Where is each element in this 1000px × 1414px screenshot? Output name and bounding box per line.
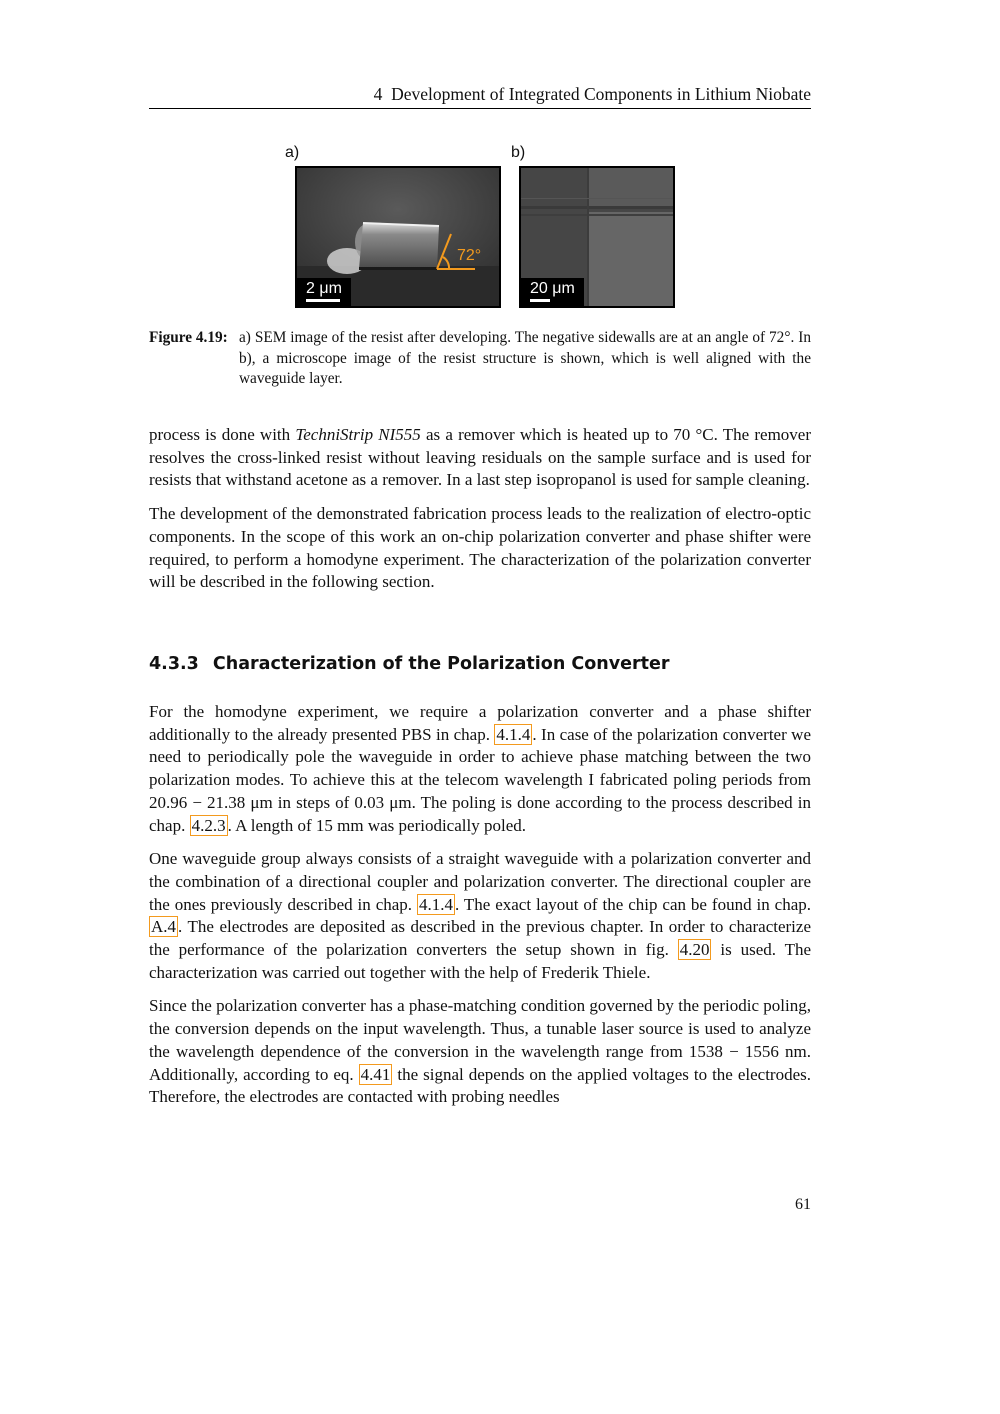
paragraph: Since the polarization converter has a phase-matching condition governed by the periodic poling, the conversion depends on the input wavelength. Thus, a tunable laser source is used to analyze the wavelength dependence of the conversion in the wavelength range from 1538 − 1556 nm. Additionally, according to eq. 4.41 the signal depends on the applied voltages to the electrodes. Therefore, the electrodes are contacted with probing needles (149, 996, 812, 1107)
section-heading (149, 654, 669, 674)
ref-chap-4-1-4[interactable]: 4.1.4 (496, 724, 531, 744)
microscope-image-panel (519, 166, 675, 308)
figure-caption-label: Figure 4.19: (149, 329, 228, 346)
ref-chap-a-4[interactable]: A.4 (151, 917, 177, 937)
scale-bar-a-label: 2 μm (306, 280, 342, 297)
section-number: 4.3.3 (149, 654, 199, 674)
page-number: 61 (795, 1196, 811, 1213)
panel-a-label: a) (285, 144, 300, 161)
body-lower (149, 701, 811, 1120)
paragraph: process is done with TechniStrip NI555 as a remover which is heated up to 70 °C. The remover resolves the cross-linked resist without leaving residuals on the sample surface and is used for resists that withstand acetone as a remover. In a last step isopropanol is used for sample cleaning. (149, 425, 811, 490)
paragraph: The development of the demonstrated fabrication process leads to the realization of electro-optic components. In the scope of this work an on-chip polarization converter and phase shifter were required, to perform a homodyne experiment. The characterization of the polarization converter will be described in the following section. (149, 504, 811, 592)
chapter-number: 4 (373, 84, 383, 104)
sem-image-panel (295, 166, 501, 308)
ref-eq-4-41[interactable]: 4.41 (360, 1064, 391, 1084)
section-title: Characterization of the Polarization Converter (212, 654, 670, 674)
scale-bar-b-label: 20 μm (530, 280, 575, 297)
scale-bar-b (521, 278, 584, 306)
panel-b-label: b) (511, 144, 526, 161)
ref-fig-4-20[interactable]: 4.20 (679, 940, 710, 960)
figure-caption-text: a) SEM image of the resist after developing. The negative sidewalls are at an angle of 72°. In b), a microscope image of the resist structure is shown, which is well aligned with the waveguide layer. (239, 329, 811, 387)
ref-chap-4-1-4[interactable]: 4.1.4 (418, 894, 453, 914)
body-upper (149, 424, 811, 605)
paragraph: For the homodyne experiment, we require a polarization converter and a phase shifter additionally to the already presented PBS in chap. 4.1.4 . In case of the polarization converter we need to periodically pole the waveguide in order to achieve phase matching between the two polarization modes. To achieve this at the telecom wavelength I fabricated poling periods from 20.96 − 21.38 μm in steps of 0.03 μm. The poling is done according to the process described in chap. 4.2.3 . A length of 15 mm was periodically poled. (149, 702, 811, 835)
scale-bar-a (297, 278, 351, 306)
product-name: TechniStrip NI555 (295, 425, 421, 444)
angle-label: 72° (457, 247, 482, 264)
figure-caption (149, 328, 811, 390)
running-header (149, 82, 811, 109)
chapter-title: Development of Integrated Components in Lithium Niobate (391, 84, 811, 104)
ref-chap-4-2-3[interactable]: 4.2.3 (191, 815, 226, 835)
paragraph: One waveguide group always consists of a straight waveguide with a polarization converter and the combination of a directional coupler and polarization converter. The directional coupler are the ones previously described in chap. 4.1.4 . The exact layout of the chip can be found in chap. A.4 . The electrodes are deposited as described in the previous chapter. In order to characterize the performance of the polarization converters the setup shown in fig. 4.20 is used. The characterization was carried out together with the help of Frederik Thiele. (149, 849, 811, 982)
